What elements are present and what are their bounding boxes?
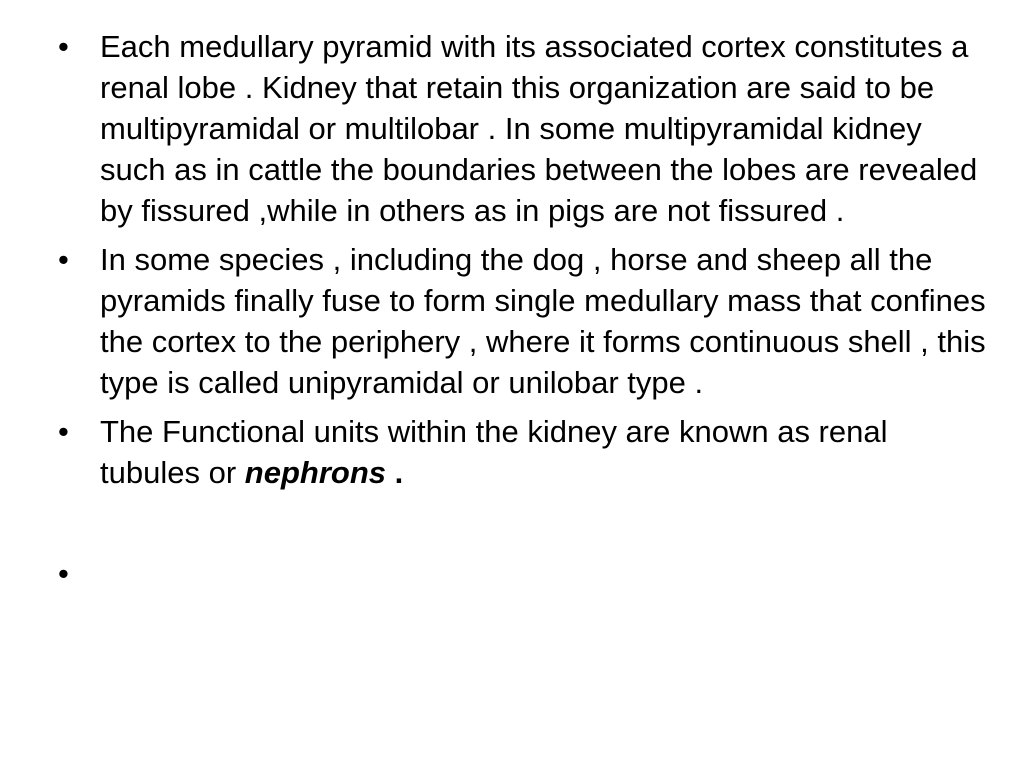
- bullet-list: [58, 26, 988, 591]
- bullet-item-nephrons: [58, 411, 988, 493]
- bullet-text: In some species , including the dog , horse and sheep all the pyramids finally fuse to form single medullary mass that confines the cortex to the periphery , where it forms continuous shell , this type is called unipyramidal or unilobar type .: [100, 242, 986, 400]
- bullet-text: Each medullary pyramid with its associated cortex constitutes a renal lobe . Kidney that retain this organization are said to be multipyramidal or multilobar . In some multipyramidal kidney such as in cattle the boundaries between the lobes are revealed by fissured ,while in others as in pigs are not fissured .: [100, 29, 978, 228]
- bullet-item-unipyramidal: [58, 239, 988, 403]
- bullet-dot-icon: •: [58, 29, 69, 64]
- bullet-item-renal-lobe: [58, 26, 988, 231]
- bullet-dot-icon: •: [58, 242, 69, 277]
- bullet-dot-icon: •: [58, 414, 69, 449]
- bullet-text: [100, 411, 988, 493]
- bullet-dot-icon: •: [58, 556, 69, 591]
- nephrons-emphasis: nephrons: [244, 455, 386, 490]
- bullet-text-suffix: .: [386, 455, 404, 490]
- bullet-text-prefix: The Functional units within the kidney are known as renal tubules or: [100, 414, 888, 490]
